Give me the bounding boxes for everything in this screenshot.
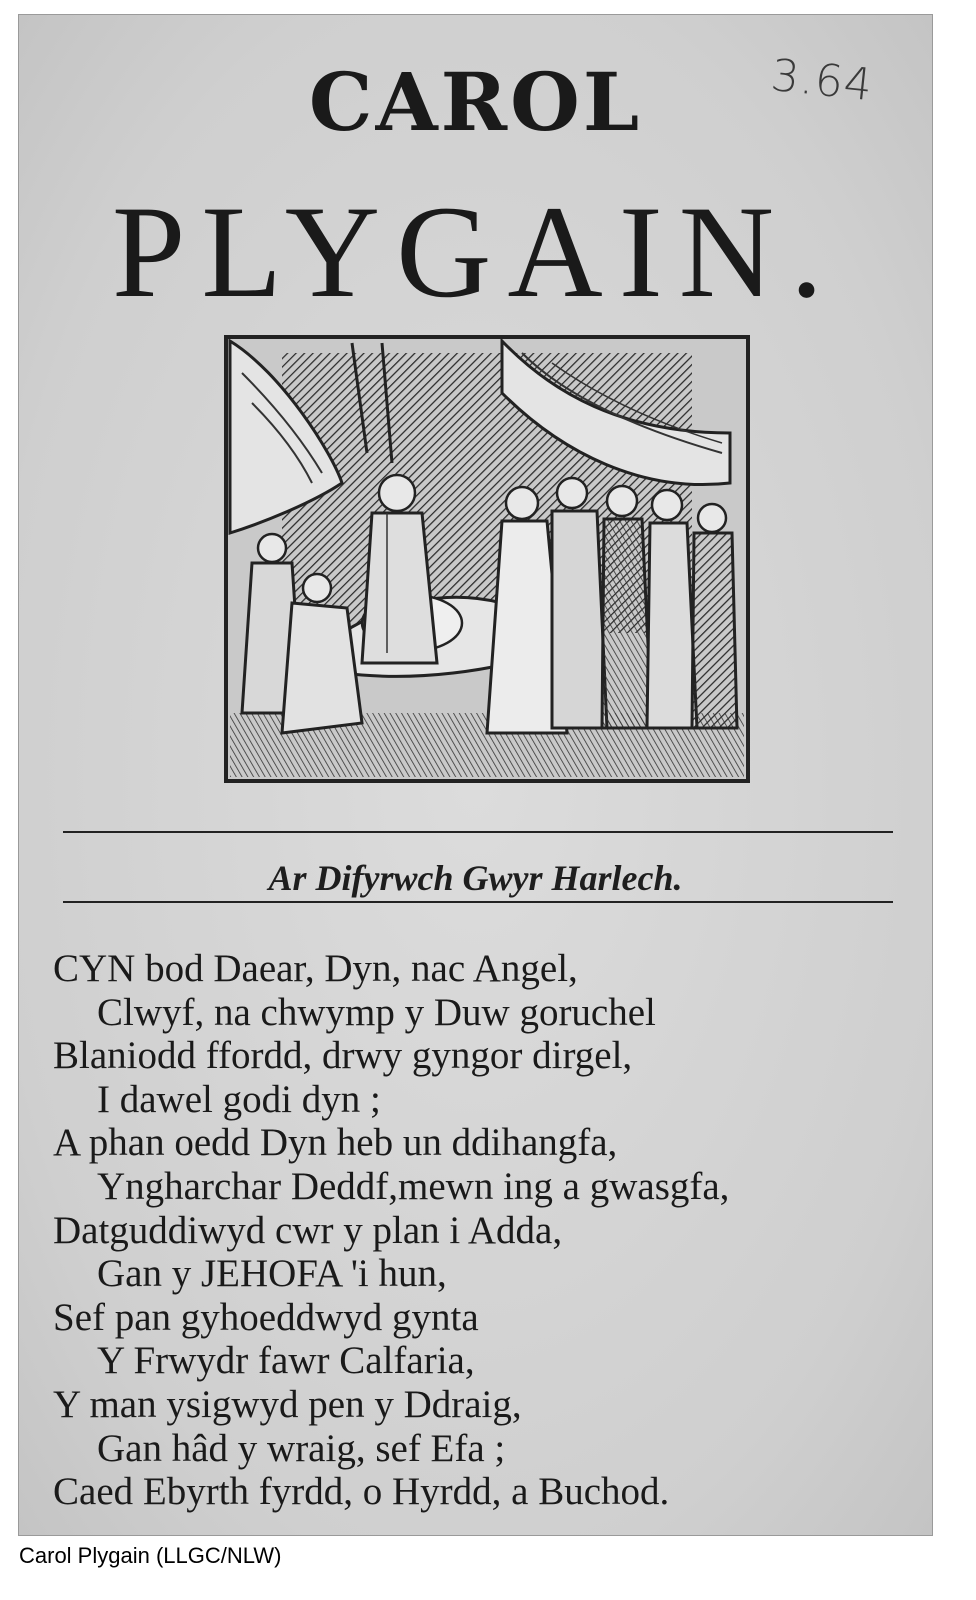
verse-line: Gan y JEHOFA 'i hun, xyxy=(97,1252,447,1296)
tune-name: Ar Difyrwch Gwyr Harlech. xyxy=(268,858,683,898)
title-plygain: PLYGAIN. xyxy=(111,178,840,325)
verse-line: Y Frwydr fawr Calfaria, xyxy=(97,1339,475,1383)
top-rule xyxy=(63,831,893,833)
verse-line: Caed Ebyrth fyrdd, o Hyrdd, a Buchod. xyxy=(53,1470,670,1514)
verse-line: Blaniodd ffordd, drwy gyngor dirgel, xyxy=(53,1034,633,1078)
image-caption: Carol Plygain (LLGC/NLW) xyxy=(19,1543,282,1568)
document-page xyxy=(18,14,933,1536)
verse-line: Gan hâd y wraig, sef Efa ; xyxy=(97,1426,506,1470)
bottom-rule xyxy=(63,901,893,903)
verse-line: I dawel godi dyn ; xyxy=(97,1077,381,1121)
handwritten-note: 3.64 xyxy=(768,49,876,112)
verse-line: CYN bod Daear, Dyn, nac Angel, xyxy=(53,947,578,990)
verse-line: Yngharchar Deddf,mewn ing a gwasgfa, xyxy=(97,1164,730,1208)
woodcut-illustration xyxy=(222,333,752,785)
verse-line: Datguddiwyd cwr y plan i Adda, xyxy=(53,1208,563,1252)
verse-text xyxy=(53,947,913,1514)
verse-line: Sef pan gyhoeddwyd gynta xyxy=(53,1295,479,1339)
verse-line: Clwyf, na chwymp y Duw goruchel xyxy=(97,990,656,1034)
verse-line: Y man ysigwyd pen y Ddraig, xyxy=(53,1382,522,1426)
title-carol: CAROL xyxy=(308,55,643,149)
verse-line: A phan oedd Dyn heb un ddihangfa, xyxy=(53,1121,618,1165)
